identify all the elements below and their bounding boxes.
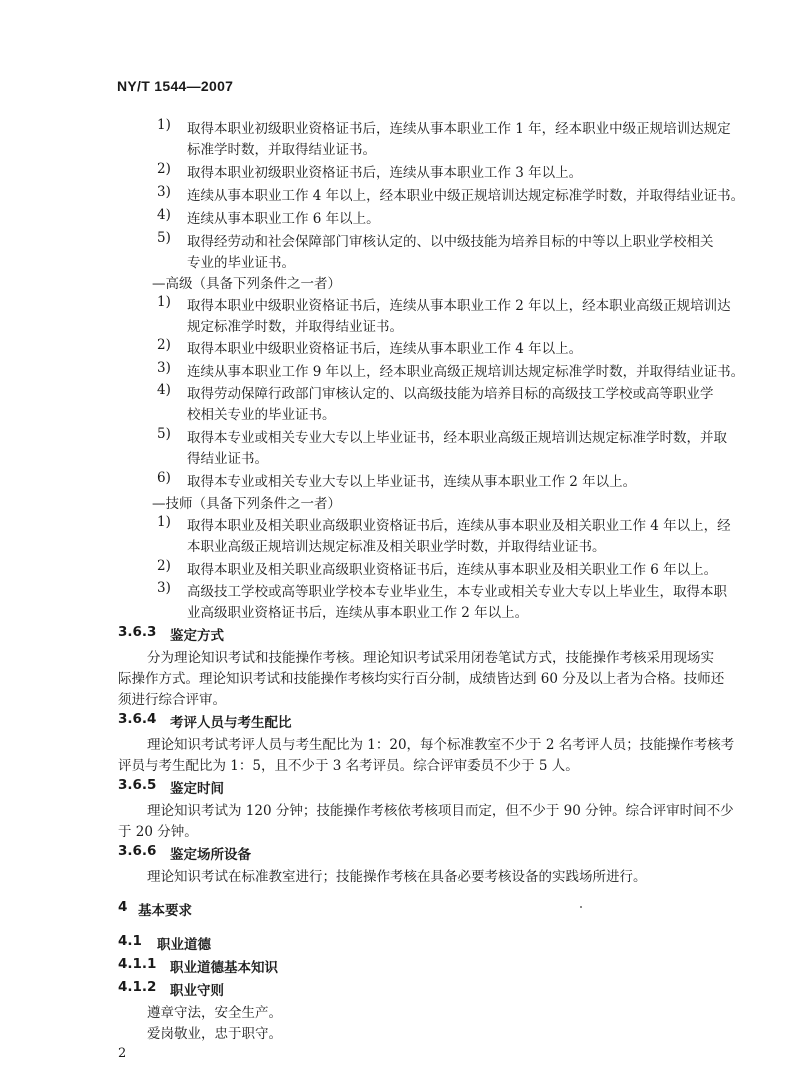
- item-number: 3): [157, 580, 171, 596]
- item-number: 3): [157, 184, 171, 200]
- scan-speck: [580, 906, 582, 908]
- item-number: 2): [157, 558, 171, 574]
- section-3-6-5-title: 鉴定时间: [170, 781, 224, 797]
- item-number: 5): [157, 426, 171, 442]
- item-number: 3): [157, 360, 171, 376]
- section-3-6-3-title: 鉴定方式: [170, 628, 224, 644]
- section-3-6-4-number: 3.6.4: [118, 711, 157, 727]
- paragraph-line: 理论知识考试考评人员与考生配比为 1：20，每个标准教室不少于 2 名考评人员；技能操作考核考: [147, 737, 735, 753]
- item-line: 取得本职业初级职业资格证书后，连续从事本职业工作 1 年，经本职业中级正规培训达规定: [187, 121, 731, 137]
- section-4-1-2-title: 职业守则: [170, 983, 224, 999]
- item-line: 取得本职业中级职业资格证书后，连续从事本职业工作 4 年以上。: [187, 341, 583, 357]
- item-number: 1): [157, 294, 171, 310]
- chapter-4-number: 4: [118, 899, 128, 915]
- section-3-6-6-title: 鉴定场所设备: [170, 847, 251, 863]
- paragraph-line: 爱岗敬业，忠于职守。: [147, 1026, 282, 1042]
- item-line: 取得本职业及相关职业高级职业资格证书后，连续从事本职业及相关职业工作 6 年以上。: [187, 562, 718, 578]
- item-number: 4): [157, 382, 171, 398]
- item-number: 2): [157, 337, 171, 353]
- item-line: 取得经劳动和社会保障部门审核认定的、以中级技能为培养目标的中等以上职业学校相关: [187, 234, 714, 250]
- item-line: 取得劳动保障行政部门审核认定的、以高级技能为培养目标的高级技工学校或高等职业学: [187, 386, 714, 402]
- section-3-6-3-number: 3.6.3: [118, 624, 157, 640]
- item-line: 取得本职业及相关职业高级职业资格证书后，连续从事本职业及相关职业工作 4 年以上，经: [187, 518, 731, 534]
- item-line: 取得本职业初级职业资格证书后，连续从事本职业工作 3 年以上。: [187, 165, 583, 181]
- item-line: 取得本职业中级职业资格证书后，连续从事本职业工作 2 年以上，经本职业高级正规培训达: [187, 298, 731, 314]
- item-number: 2): [157, 161, 171, 177]
- standard-code-header: NY/T 1544—2007: [117, 78, 234, 94]
- paragraph-line: 分为理论知识考试和技能操作考核。理论知识考试采用闭卷笔试方式，技能操作考核采用现场实: [147, 650, 714, 666]
- section-4-1-1-number: 4.1.1: [118, 956, 157, 972]
- paragraph-line: 理论知识考试为 120 分钟；技能操作考核依考核项目而定，但不少于 90 分钟。综合评审时间不少: [147, 803, 734, 819]
- item-line: 取得本专业或相关专业大专以上毕业证书，经本职业高级正规培训达规定标准学时数，并取: [187, 430, 727, 446]
- section-4-1-title: 职业道德: [157, 937, 211, 953]
- item-line: 校相关专业的毕业证书。: [187, 407, 336, 423]
- item-line: 连续从事本职业工作 6 年以上。: [187, 211, 380, 227]
- section-3-6-4-title: 考评人员与考生配比: [170, 715, 292, 731]
- item-number: 5): [157, 230, 171, 246]
- technician-heading: —技师（具备下列条件之一者）: [152, 496, 341, 512]
- chapter-4-title: 基本要求: [138, 903, 192, 919]
- section-4-1-1-title: 职业道德基本知识: [170, 960, 278, 976]
- paragraph-line: 遵章守法，安全生产。: [147, 1005, 282, 1021]
- section-3-6-6-number: 3.6.6: [118, 843, 157, 859]
- item-number: 1): [157, 117, 171, 133]
- page-number: 2: [118, 1046, 127, 1061]
- item-line: 本职业高级正规培训达规定标准及相关职业学时数，并取得结业证书。: [187, 539, 606, 555]
- item-number: 4): [157, 207, 171, 223]
- paragraph-line: 于 20 分钟。: [118, 824, 198, 840]
- item-number: 6): [157, 470, 171, 486]
- item-line: 专业的毕业证书。: [187, 255, 295, 271]
- item-line: 高级技工学校或高等职业学校本专业毕业生，本专业或相关专业大专以上毕业生，取得本职: [187, 584, 727, 600]
- paragraph-line: 评员与考生配比为 1：5，且不少于 3 名考评员。综合评审委员不少于 5 人。: [118, 758, 579, 774]
- item-line: 得结业证书。: [187, 451, 268, 467]
- section-4-1-2-number: 4.1.2: [118, 979, 157, 995]
- item-line: 业高级职业资格证书后，连续从事本职业工作 2 年以上。: [187, 605, 529, 621]
- item-number: 1): [157, 514, 171, 530]
- paragraph-line: 际操作方式。理论知识考试和技能操作考核均实行百分制，成绩皆达到 60 分及以上者为合格。技师还: [118, 671, 725, 687]
- paragraph-line: 须进行综合评审。: [118, 692, 226, 708]
- item-line: 取得本专业或相关专业大专以上毕业证书，连续从事本职业工作 2 年以上。: [187, 474, 637, 490]
- item-line: 连续从事本职业工作 4 年以上，经本职业中级正规培训达规定标准学时数，并取得结业证书。: [187, 188, 745, 204]
- section-3-6-5-number: 3.6.5: [118, 777, 157, 793]
- item-line: 规定标准学时数，并取得结业证书。: [187, 319, 403, 335]
- item-line: 标准学时数，并取得结业证书。: [187, 142, 376, 158]
- paragraph-line: 理论知识考试在标准教室进行；技能操作考核在具备必要考核设备的实践场所进行。: [147, 869, 647, 885]
- section-4-1-number: 4.1: [118, 933, 142, 949]
- senior-heading: —高级（具备下列条件之一者）: [152, 276, 341, 292]
- item-line: 连续从事本职业工作 9 年以上，经本职业高级正规培训达规定标准学时数，并取得结业证书。: [187, 364, 745, 380]
